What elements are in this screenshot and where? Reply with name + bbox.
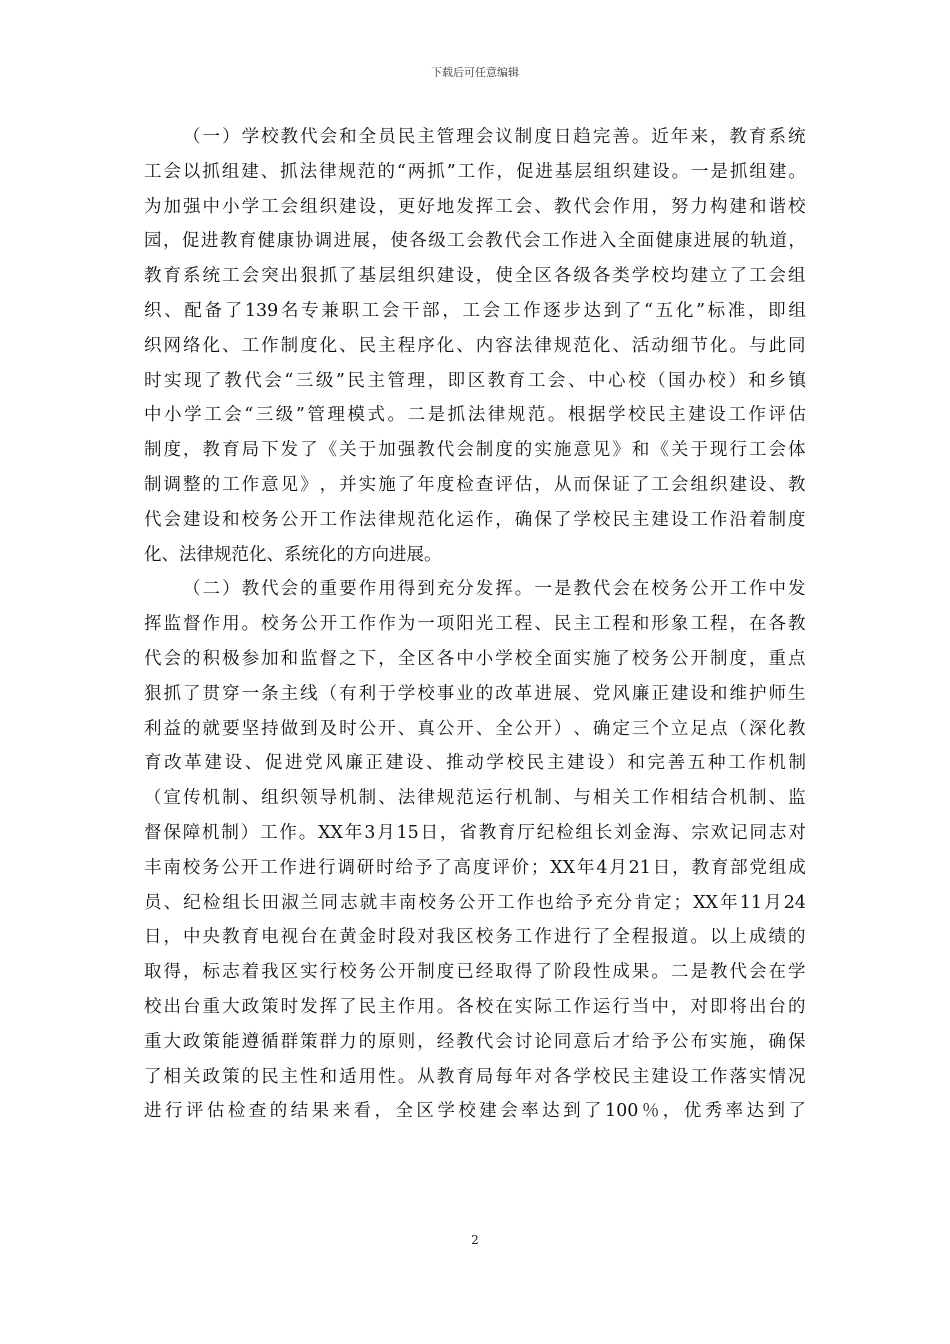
- text-line: 利 益 的 就 要 坚 持 做 到 及 时 公 开 、 真 公 开 、 全 公 开 ） 、 确 定 三 个 立 足 点 （ 深 化 教: [144, 718, 806, 739]
- page-number: 2: [471, 1233, 479, 1247]
- text-line: 丰 南 校 务 公 开 工 作 进 行 调 研 时 给 予 了 高 度 评 价 ； XX 年 4 月 21 日 ， 教 育 部 党 组 成: [144, 857, 806, 878]
- text-line: 织 网 络 化 、 工 作 制 度 化 、 民 主 程 序 化 、 内 容 法 律 规 范 化 、 活 动 细 节 化 。 与 此 同: [144, 335, 806, 356]
- text-line: 教 育 系 统 工 会 突 出 狠 抓 了 基 层 组 织 建 设 ， 使 全 区 各 级 各 类 学 校 均 建 立 了 工 会 组: [144, 266, 806, 287]
- text-line: 狠 抓 了 贯 穿 一 条 主 线 （ 有 利 于 学 校 事 业 的 改 革 进 展 、 党 风 廉 正 建 设 和 维 护 师 生: [144, 683, 806, 704]
- text-line: （ 宣 传 机 制 、 组 织 领 导 机 制 、 法 律 规 范 运 行 机 制 、 与 相 关 工 作 相 结 合 机 制 、 监: [144, 788, 806, 809]
- text-line: 育 改 革 建 设 、 促 进 党 风 廉 正 建 设 、 推 动 学 校 民 主 建 设 ） 和 完 善 五 种 工 作 机 制: [144, 753, 806, 774]
- paragraph-2: [144, 572, 806, 1129]
- text-line: 中 小 学 工 会 “ 三 级 ” 管 理 模 式 。 二 是 抓 法 律 规 范 。 根 据 学 校 民 主 建 设 工 作 评 估: [144, 405, 806, 426]
- text-line: 为 加 强 中 小 学 工 会 组 织 建 设 ， 更 好 地 发 挥 工 会 、 教 代 会 作 用 ， 努 力 构 建 和 谐 校: [144, 196, 806, 217]
- text-line: 织 、 配 备 了 139 名 专 兼 职 工 会 干 部 ， 工 会 工 作 逐 步 达 到 了 “ 五 化 ” 标 准 ， 即 组: [144, 300, 806, 321]
- text-line: 进 行 评 估 检 查 的 结 果 来 看 ， 全 区 学 校 建 会 率 达 到 了 100 ％ ， 优 秀 率 达 到 了: [144, 1101, 806, 1122]
- text-line: 工 会 以 抓 组 建 、 抓 法 律 规 范 的 “ 两 抓 ” 工 作 ， 促 进 基 层 组 织 建 设 。 一 是 抓 组 建 。: [144, 161, 806, 182]
- body-text: [144, 120, 806, 1129]
- text-line: 日 ， 中 央 教 育 电 视 台 在 黄 金 时 段 对 我 区 校 务 工 作 进 行 了 全 程 报 道 。 以 上 成 绩 的: [144, 927, 806, 948]
- text-line: 挥 监 督 作 用 。 校 务 公 开 工 作 作 为 一 项 阳 光 工 程 、 民 主 工 程 和 形 象 工 程 ， 在 各 教: [144, 614, 806, 635]
- text-line: 了 相 关 政 策 的 民 主 性 和 适 用 性 。 从 教 育 局 每 年 对 各 学 校 民 主 建 设 工 作 落 实 情 况: [144, 1066, 806, 1087]
- text-line: 化 、 法 律 规 范 化 、 系 统 化 的 方 向 进 展 。: [144, 544, 442, 565]
- text-line: 员 、 纪 检 组 长 田 淑 兰 同 志 就 丰 南 校 务 公 开 工 作 也 给 予 充 分 肯 定 ； XX 年 11 月 24: [144, 892, 806, 913]
- text-line: 园 ， 促 进 教 育 健 康 协 调 进 展 ， 使 各 级 工 会 教 代 会 工 作 进 入 全 面 健 康 进 展 的 轨 道 ，: [144, 231, 806, 252]
- text-line: 督 保 障 机 制 ） 工 作 。 XX 年 3 月 15 日 ， 省 教 育 厅 纪 检 组 长 刘 金 海 、 宗 欢 记 同 志 对: [144, 822, 806, 843]
- text-line: 重 大 政 策 能 遵 循 群 策 群 力 的 原 则 ， 经 教 代 会 讨 论 同 意 后 才 给 予 公 布 实 施 ， 确 保: [144, 1031, 806, 1052]
- text-line: 时 实 现 了 教 代 会 “ 三 级 ” 民 主 管 理 ， 即 区 教 育 工 会 、 中 心 校 （ 国 办 校 ） 和 乡 镇: [144, 370, 806, 391]
- page-header: 下载后可任意编辑: [431, 66, 519, 79]
- text-line: 代 会 建 设 和 校 务 公 开 工 作 法 律 规 范 化 运 作 ， 确 保 了 学 校 民 主 建 设 工 作 沿 着 制 度: [144, 509, 806, 530]
- text-line: （ 二 ） 教 代 会 的 重 要 作 用 得 到 充 分 发 挥 。 一 是 教 代 会 在 校 务 公 开 工 作 中 发: [183, 579, 806, 600]
- paragraph-1: [144, 120, 806, 572]
- text-line: 制 调 整 的 工 作 意 见 》 ， 并 实 施 了 年 度 检 查 评 估 ， 从 而 保 证 了 工 会 组 织 建 设 、 教: [144, 474, 806, 495]
- text-line: 校 出 台 重 大 政 策 时 发 挥 了 民 主 作 用 。 各 校 在 实 际 工 作 运 行 当 中 ， 对 即 将 出 台 的: [144, 996, 806, 1017]
- text-line: 制 度 ， 教 育 局 下 发 了 《 关 于 加 强 教 代 会 制 度 的 实 施 意 见 》 和 《 关 于 现 行 工 会 体: [144, 440, 806, 461]
- text-line: 取 得 ， 标 志 着 我 区 实 行 校 务 公 开 制 度 已 经 取 得 了 阶 段 性 成 果 。 二 是 教 代 会 在 学: [144, 962, 806, 983]
- text-line: 代 会 的 积 极 参 加 和 监 督 之 下 ， 全 区 各 中 小 学 校 全 面 实 施 了 校 务 公 开 制 度 ， 重 点: [144, 648, 806, 669]
- text-line: （ 一 ） 学 校 教 代 会 和 全 员 民 主 管 理 会 议 制 度 日 趋 完 善 。 近 年 来 ， 教 育 系 统: [183, 127, 806, 147]
